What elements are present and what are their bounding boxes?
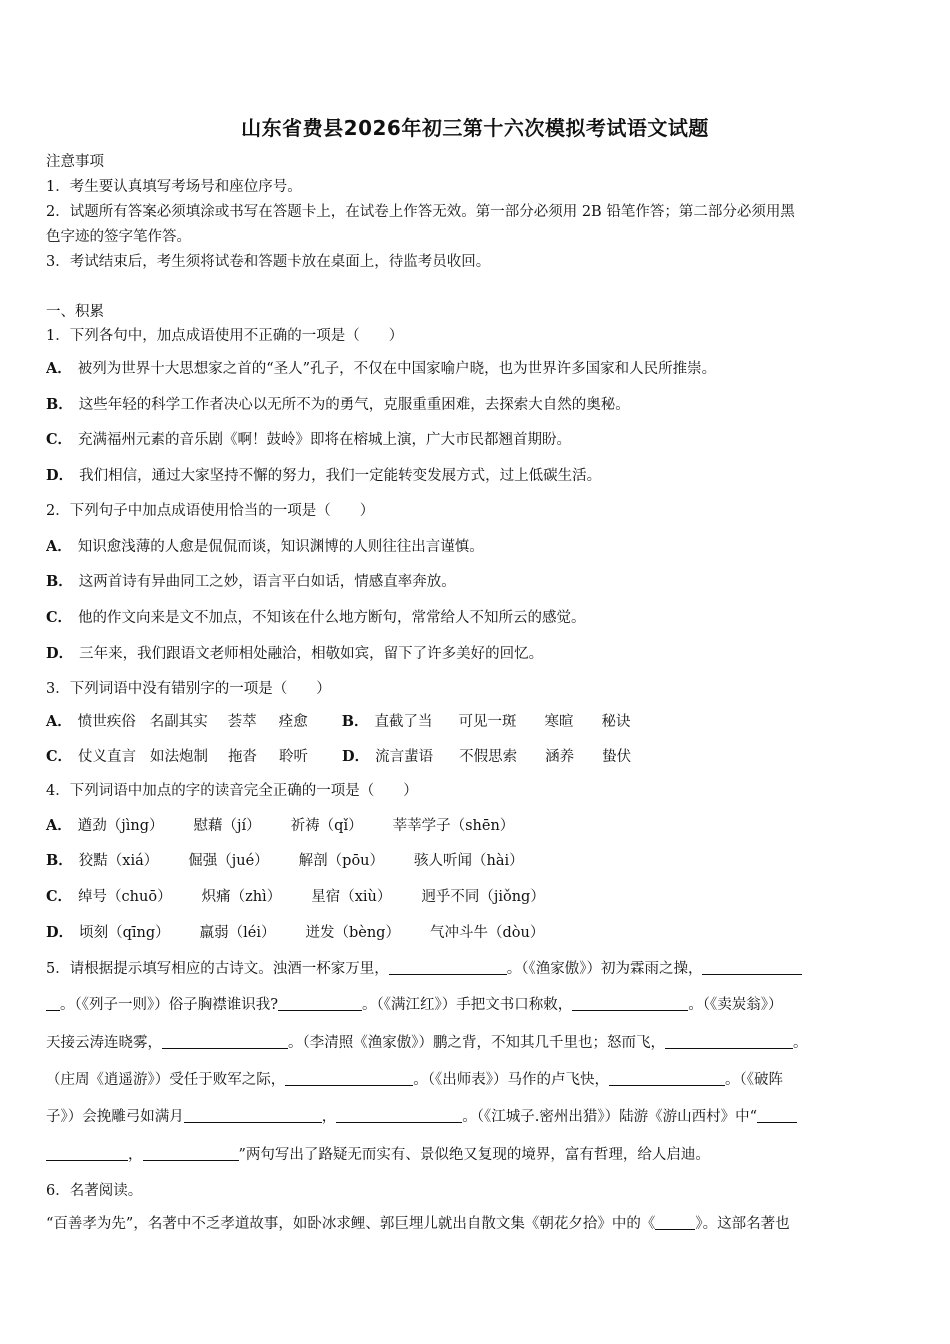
text-run: 天接云涛连晓雾， bbox=[46, 1035, 162, 1051]
option-label: D． bbox=[46, 467, 74, 484]
option-label: D． bbox=[46, 924, 74, 941]
word: 狡黠（xiá） bbox=[78, 853, 159, 869]
text-run: （庄周《逍遥游》）受任于败军之际， bbox=[46, 1072, 286, 1088]
word: 气冲斗牛（dòu） bbox=[429, 925, 545, 941]
text-run: ， bbox=[321, 1109, 337, 1125]
notice-item: 1．考生要认真填写考场号和座位序号。 bbox=[46, 179, 302, 195]
answer-blank[interactable] bbox=[285, 1071, 413, 1086]
notice-item: 色字迹的签字笔作答。 bbox=[46, 229, 191, 245]
answer-blank[interactable] bbox=[46, 1146, 128, 1161]
question-2-option-d bbox=[46, 644, 906, 664]
text-run: 。（《满江红》）手把文书口称敕， bbox=[362, 997, 573, 1013]
question-5-line bbox=[46, 1070, 906, 1090]
text-run: 。（《渔家傲》）初为霖雨之操， bbox=[506, 961, 703, 977]
text-run: 。（《破阵 bbox=[725, 1072, 783, 1088]
option-label: C． bbox=[46, 748, 73, 765]
answer-blank[interactable] bbox=[389, 960, 507, 975]
question-5-line bbox=[46, 1033, 906, 1053]
word: 痊愈 bbox=[278, 714, 308, 730]
answer-blank[interactable] bbox=[702, 960, 802, 975]
text-run: 5．请根据提示填写相应的古诗文。浊酒一杯家万里， bbox=[46, 961, 389, 977]
question-1-stem: 1．下列各句中，加点成语使用不正确的一项是（ ） bbox=[46, 328, 404, 344]
text-run: ， bbox=[128, 1147, 143, 1163]
question-4-row bbox=[46, 851, 554, 871]
question-1-option-c bbox=[46, 430, 906, 450]
option-label: A． bbox=[46, 817, 72, 834]
question-1-option-b bbox=[46, 395, 906, 415]
option-label: B． bbox=[341, 713, 369, 730]
page-title: 山东省费县2026年初三第十六次模拟考试语文试题 bbox=[241, 116, 709, 140]
option-label: A． bbox=[46, 713, 72, 730]
option-text: 这两首诗有异曲同工之妙，语言平白如话，情感直率奔放。 bbox=[78, 574, 456, 590]
word: 解剖（pōu） bbox=[298, 853, 385, 869]
answer-blank[interactable] bbox=[184, 1108, 322, 1123]
option-text: 这些年轻的科学工作者决心以无所不为的勇气，克服重重困难，去探索大自然的奥秘。 bbox=[78, 397, 630, 413]
notice-heading: 注意事项 bbox=[46, 154, 104, 170]
option-label: C． bbox=[46, 431, 73, 448]
option-label: C． bbox=[46, 609, 73, 626]
word: 拖沓 bbox=[228, 749, 258, 765]
word: 羸弱（léi） bbox=[199, 925, 276, 941]
answer-blank[interactable] bbox=[46, 996, 60, 1011]
word: 如法炮制 bbox=[150, 749, 209, 765]
question-3-row bbox=[46, 747, 661, 767]
text-run: 。（《江城子.密州出猎》）陆游《游山西村》中“ bbox=[462, 1109, 758, 1125]
question-4-row bbox=[46, 887, 575, 907]
question-4-stem: 4．下列词语中加点的字的读音完全正确的一项是（ ） bbox=[46, 783, 418, 799]
word: 流言蜚语 bbox=[375, 749, 434, 765]
question-2-option-b bbox=[46, 572, 906, 592]
text-run: ”两句写出了路疑无而实有、景似绝又复现的境界，富有哲理，给人启迪。 bbox=[238, 1147, 710, 1163]
question-2-stem: 2．下列句子中加点成语使用恰当的一项是（ ） bbox=[46, 503, 375, 519]
option-label: D． bbox=[342, 748, 370, 765]
answer-blank[interactable] bbox=[143, 1146, 239, 1161]
word: 星宿（xiù） bbox=[311, 889, 392, 905]
word: 荟萃 bbox=[227, 714, 257, 730]
option-text: 知识愈浅薄的人愈是侃侃而谈，知识渊博的人则往往出言谨慎。 bbox=[77, 539, 484, 555]
word: 迥乎不同（jiǒng） bbox=[421, 889, 545, 905]
word: 顷刻（qīng） bbox=[79, 925, 170, 941]
text-run: “百善孝为先”，名著中不乏孝道故事，如卧冰求鲤、郭巨埋儿就出自散文集《朝花夕拾》中的《 bbox=[46, 1216, 656, 1232]
word: 慰藉（jí） bbox=[193, 818, 261, 834]
word: 绰号（chuō） bbox=[78, 889, 172, 905]
word: 仗义直言 bbox=[78, 749, 137, 765]
word: 倔强（jué） bbox=[188, 853, 269, 869]
word: 寒暄 bbox=[544, 714, 574, 730]
question-4-row bbox=[46, 816, 544, 836]
word: 直截了当 bbox=[374, 714, 433, 730]
word: 炽痛（zhì） bbox=[201, 889, 282, 905]
text-run: 。（《出师表》）马作的卢飞快， bbox=[413, 1072, 609, 1088]
answer-blank[interactable] bbox=[757, 1108, 797, 1123]
option-text: 充满福州元素的音乐剧《啊！鼓岭》即将在榕城上演，广大市民都翘首期盼。 bbox=[78, 432, 572, 448]
notice-item: 2．试题所有答案必须填涂或书写在答题卡上，在试卷上作答无效。第一部分必须用 2B 铅笔作答；第二部分必须用黑 bbox=[46, 204, 795, 220]
answer-blank[interactable] bbox=[609, 1071, 725, 1086]
option-label: A． bbox=[46, 538, 72, 555]
word: 愤世疾俗 bbox=[77, 714, 136, 730]
option-text: 我们相信，通过大家坚持不懈的努力，我们一定能转变发展方式，过上低碳生活。 bbox=[79, 468, 602, 484]
word: 可见一斑 bbox=[458, 714, 517, 730]
text-run: 。 bbox=[793, 1035, 808, 1051]
answer-blank[interactable] bbox=[336, 1108, 462, 1123]
question-3-stem: 3．下列词语中没有错别字的一项是（ ） bbox=[46, 681, 331, 697]
word: 名副其实 bbox=[149, 714, 208, 730]
text-run: 》。这部名著也 bbox=[695, 1216, 790, 1232]
text-run: 。（《列子一则》）俗子胸襟谁识我? bbox=[60, 997, 279, 1013]
answer-blank[interactable] bbox=[572, 996, 688, 1011]
text-run: 。（《卖炭翁》） bbox=[688, 997, 783, 1013]
question-2-option-c bbox=[46, 608, 906, 628]
word: 遒劲（jìng） bbox=[77, 818, 164, 834]
word: 蛰伏 bbox=[602, 749, 632, 765]
question-3-row bbox=[46, 712, 661, 732]
question-1-option-d bbox=[46, 466, 906, 486]
question-6-stem: 6．名著阅读。 bbox=[46, 1183, 143, 1199]
word: 聆听 bbox=[279, 749, 309, 765]
question-6-line bbox=[46, 1214, 906, 1234]
question-2-option-a bbox=[46, 537, 906, 557]
word: 迸发（bèng） bbox=[305, 925, 400, 941]
answer-blank[interactable] bbox=[655, 1215, 695, 1230]
question-4-row bbox=[46, 923, 574, 943]
word: 骇人听闻（hài） bbox=[414, 853, 524, 869]
option-label: B． bbox=[46, 396, 73, 413]
word: 莘莘学子（shēn） bbox=[392, 818, 515, 834]
text-run: 子》）会挽雕弓如满月 bbox=[46, 1109, 184, 1125]
word: 祈祷（qǐ） bbox=[290, 818, 363, 834]
question-1-option-a bbox=[46, 359, 906, 379]
question-5-line bbox=[46, 1107, 906, 1127]
notice-item: 3．考试结束后，考生须将试卷和答题卡放在桌面上，待监考员收回。 bbox=[46, 254, 491, 270]
option-text: 被列为世界十大思想家之首的“圣人”孔子，不仅在中国家喻户晓，也为世界许多国家和人民所推崇。 bbox=[77, 361, 717, 377]
word: 秘诀 bbox=[601, 714, 631, 730]
word: 不假思索 bbox=[459, 749, 518, 765]
question-5-line bbox=[46, 959, 906, 979]
question-5-line bbox=[46, 1145, 906, 1165]
answer-blank[interactable] bbox=[278, 996, 362, 1011]
option-label: B． bbox=[46, 573, 73, 590]
word: 涵养 bbox=[545, 749, 575, 765]
text-run: 。（李清照《渔家傲》）鹏之背，不知其几千里也；怒而飞， bbox=[288, 1035, 665, 1051]
option-text: 他的作文向来是文不加点，不知该在什么地方断句，常常给人不知所云的感觉。 bbox=[78, 610, 586, 626]
question-5-line bbox=[46, 995, 906, 1015]
answer-blank[interactable] bbox=[162, 1034, 288, 1049]
option-label: C． bbox=[46, 888, 73, 905]
option-label: D． bbox=[46, 645, 74, 662]
answer-blank[interactable] bbox=[665, 1034, 793, 1049]
section-heading: 一、积累 bbox=[46, 304, 104, 320]
option-label: A． bbox=[46, 360, 72, 377]
option-text: 三年来，我们跟语文老师相处融洽，相敬如宾，留下了许多美好的回忆。 bbox=[79, 646, 544, 662]
option-label: B． bbox=[46, 852, 73, 869]
